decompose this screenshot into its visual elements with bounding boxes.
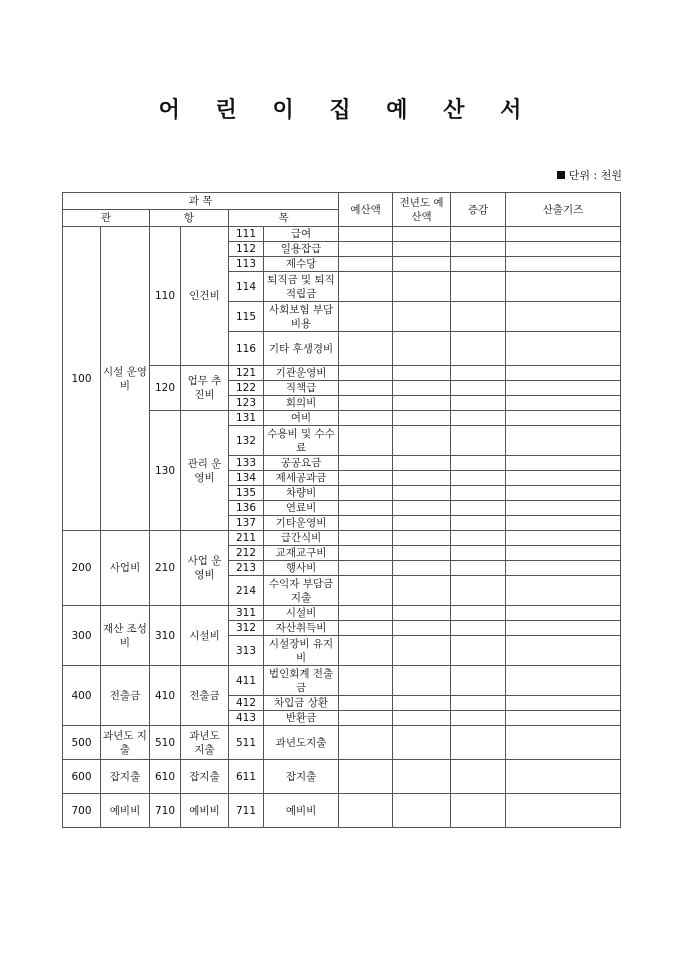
basis-cell [506,531,621,546]
change-cell [451,302,506,332]
prev-budget-cell [393,486,451,501]
change-cell [451,272,506,302]
mok-name: 공공요금 [264,456,339,471]
mok-code: 211 [229,531,264,546]
prev-budget-cell [393,531,451,546]
basis-cell [506,696,621,711]
budget-cell [339,486,393,501]
mok-code: 112 [229,242,264,257]
prev-budget-cell [393,516,451,531]
header-mok: 목 [229,210,339,227]
mok-name: 예비비 [264,794,339,828]
basis-cell [506,606,621,621]
basis-cell [506,516,621,531]
mok-name: 퇴직금 및 퇴직적립금 [264,272,339,302]
mok-code: 115 [229,302,264,332]
mok-name: 수익자 부담금 지출 [264,576,339,606]
budget-cell [339,381,393,396]
budget-cell [339,456,393,471]
change-cell [451,794,506,828]
change-cell [451,471,506,486]
prev-budget-cell [393,381,451,396]
mok-name: 급여 [264,227,339,242]
mok-code: 413 [229,711,264,726]
basis-cell [506,471,621,486]
hang-name: 사업 운영비 [181,531,229,606]
gwan-name: 전출금 [101,666,150,726]
mok-name: 기관운영비 [264,366,339,381]
mok-name: 교재교구비 [264,546,339,561]
mok-name: 수용비 및 수수료 [264,426,339,456]
header-change: 증감 [451,193,506,227]
mok-name: 반환금 [264,711,339,726]
mok-code: 133 [229,456,264,471]
header-basis: 산출기즈 [506,193,621,227]
basis-cell [506,726,621,760]
change-cell [451,242,506,257]
hang-name: 잡지출 [181,760,229,794]
mok-name: 회의비 [264,396,339,411]
hang-name: 인건비 [181,227,229,366]
gwan-code: 600 [63,760,101,794]
change-cell [451,381,506,396]
hang-code: 710 [150,794,181,828]
budget-cell [339,666,393,696]
gwan-code: 400 [63,666,101,726]
basis-cell [506,794,621,828]
mok-name: 법인회계 전출금 [264,666,339,696]
basis-cell [506,501,621,516]
mok-name: 제세공과금 [264,471,339,486]
prev-budget-cell [393,760,451,794]
change-cell [451,711,506,726]
prev-budget-cell [393,621,451,636]
hang-code: 510 [150,726,181,760]
mok-name: 제수당 [264,257,339,272]
basis-cell [506,227,621,242]
hang-code: 410 [150,666,181,726]
budget-cell [339,636,393,666]
budget-cell [339,396,393,411]
change-cell [451,486,506,501]
change-cell [451,332,506,366]
mok-code: 212 [229,546,264,561]
hang-code: 610 [150,760,181,794]
change-cell [451,666,506,696]
hang-name: 전출금 [181,666,229,726]
mok-code: 134 [229,471,264,486]
basis-cell [506,456,621,471]
prev-budget-cell [393,227,451,242]
budget-cell [339,471,393,486]
mok-code: 137 [229,516,264,531]
mok-code: 123 [229,396,264,411]
hang-code: 110 [150,227,181,366]
unit-label: 단위 : 천원 [557,167,622,183]
change-cell [451,760,506,794]
mok-code: 311 [229,606,264,621]
page-title: 어 린 이 집 예 산 서 [158,98,536,123]
basis-cell [506,332,621,366]
basis-cell [506,257,621,272]
mok-name: 급간식비 [264,531,339,546]
prev-budget-cell [393,471,451,486]
hang-name: 관리 운영비 [181,411,229,531]
change-cell [451,561,506,576]
mok-code: 131 [229,411,264,426]
prev-budget-cell [393,396,451,411]
budget-cell [339,272,393,302]
basis-cell [506,576,621,606]
gwan-name: 재산 조성비 [101,606,150,666]
gwan-name: 시설 운영비 [101,227,150,531]
mok-code: 711 [229,794,264,828]
prev-budget-cell [393,501,451,516]
mok-name: 기타운영비 [264,516,339,531]
gwan-code: 200 [63,531,101,606]
gwan-name: 잡지출 [101,760,150,794]
mok-code: 132 [229,426,264,456]
budget-cell [339,257,393,272]
mok-code: 312 [229,621,264,636]
table-row [63,726,621,760]
hang-name: 예비비 [181,794,229,828]
change-cell [451,501,506,516]
basis-cell [506,396,621,411]
gwan-code: 700 [63,794,101,828]
hang-code: 130 [150,411,181,531]
budget-cell [339,227,393,242]
mok-name: 행사비 [264,561,339,576]
mok-code: 611 [229,760,264,794]
gwan-code: 100 [63,227,101,531]
prev-budget-cell [393,606,451,621]
budget-cell [339,332,393,366]
change-cell [451,426,506,456]
mok-name: 연료비 [264,501,339,516]
mok-name: 자산취득비 [264,621,339,636]
prev-budget-cell [393,711,451,726]
change-cell [451,227,506,242]
prev-budget-cell [393,666,451,696]
basis-cell [506,411,621,426]
budget-cell [339,411,393,426]
mok-name: 기타 후생경비 [264,332,339,366]
prev-budget-cell [393,546,451,561]
square-bullet-icon [557,171,565,179]
basis-cell [506,302,621,332]
basis-cell [506,426,621,456]
budget-cell [339,302,393,332]
mok-code: 116 [229,332,264,366]
header-gwamok: 과 목 [63,193,339,210]
table-row [63,666,621,696]
prev-budget-cell [393,576,451,606]
basis-cell [506,242,621,257]
hang-name: 업무 추진비 [181,366,229,411]
change-cell [451,636,506,666]
mok-code: 213 [229,561,264,576]
table-row [63,760,621,794]
table-row [63,227,621,242]
table-row [63,794,621,828]
budget-cell [339,794,393,828]
prev-budget-cell [393,302,451,332]
budget-cell [339,561,393,576]
mok-name: 시설장비 유지비 [264,636,339,666]
budget-cell [339,711,393,726]
mok-code: 412 [229,696,264,711]
mok-code: 113 [229,257,264,272]
mok-code: 111 [229,227,264,242]
mok-name: 차량비 [264,486,339,501]
mok-name: 시설비 [264,606,339,621]
basis-cell [506,366,621,381]
change-cell [451,411,506,426]
budget-cell [339,621,393,636]
budget-table [62,192,621,828]
budget-cell [339,726,393,760]
change-cell [451,396,506,411]
hang-name: 과년도 지출 [181,726,229,760]
table-row [63,531,621,546]
budget-cell [339,606,393,621]
basis-cell [506,486,621,501]
budget-cell [339,501,393,516]
prev-budget-cell [393,272,451,302]
prev-budget-cell [393,726,451,760]
mok-code: 135 [229,486,264,501]
basis-cell [506,381,621,396]
change-cell [451,257,506,272]
table-row [63,606,621,621]
budget-cell [339,576,393,606]
mok-name: 직책급 [264,381,339,396]
mok-code: 114 [229,272,264,302]
gwan-name: 사업비 [101,531,150,606]
mok-name: 차입금 상환 [264,696,339,711]
prev-budget-cell [393,366,451,381]
header-gwan: 관 [63,210,150,227]
budget-cell [339,531,393,546]
mok-name: 일용잡급 [264,242,339,257]
basis-cell [506,272,621,302]
basis-cell [506,760,621,794]
gwan-code: 300 [63,606,101,666]
mok-code: 511 [229,726,264,760]
change-cell [451,531,506,546]
change-cell [451,696,506,711]
gwan-name: 과년도 지출 [101,726,150,760]
mok-code: 313 [229,636,264,666]
change-cell [451,726,506,760]
basis-cell [506,666,621,696]
mok-name: 사회보험 부담비용 [264,302,339,332]
hang-name: 시설비 [181,606,229,666]
change-cell [451,546,506,561]
mok-name: 과년도지출 [264,726,339,760]
gwan-name: 예비비 [101,794,150,828]
budget-cell [339,426,393,456]
budget-cell [339,366,393,381]
change-cell [451,366,506,381]
prev-budget-cell [393,636,451,666]
basis-cell [506,711,621,726]
budget-cell [339,546,393,561]
prev-budget-cell [393,332,451,366]
mok-code: 214 [229,576,264,606]
budget-cell [339,516,393,531]
budget-cell [339,242,393,257]
budget-cell [339,760,393,794]
prev-budget-cell [393,426,451,456]
prev-budget-cell [393,561,451,576]
prev-budget-cell [393,411,451,426]
prev-budget-cell [393,257,451,272]
basis-cell [506,561,621,576]
header-budget: 예산액 [339,193,393,227]
prev-budget-cell [393,456,451,471]
prev-budget-cell [393,794,451,828]
mok-code: 136 [229,501,264,516]
change-cell [451,456,506,471]
change-cell [451,606,506,621]
prev-budget-cell [393,242,451,257]
header-prev-budget: 전년도 예산액 [393,193,451,227]
budget-cell [339,696,393,711]
change-cell [451,576,506,606]
basis-cell [506,546,621,561]
mok-code: 411 [229,666,264,696]
mok-code: 121 [229,366,264,381]
mok-name: 잡지출 [264,760,339,794]
prev-budget-cell [393,696,451,711]
hang-code: 120 [150,366,181,411]
hang-code: 310 [150,606,181,666]
header-hang: 항 [150,210,229,227]
mok-name: 여비 [264,411,339,426]
basis-cell [506,636,621,666]
change-cell [451,516,506,531]
change-cell [451,621,506,636]
gwan-code: 500 [63,726,101,760]
mok-code: 122 [229,381,264,396]
basis-cell [506,621,621,636]
hang-code: 210 [150,531,181,606]
